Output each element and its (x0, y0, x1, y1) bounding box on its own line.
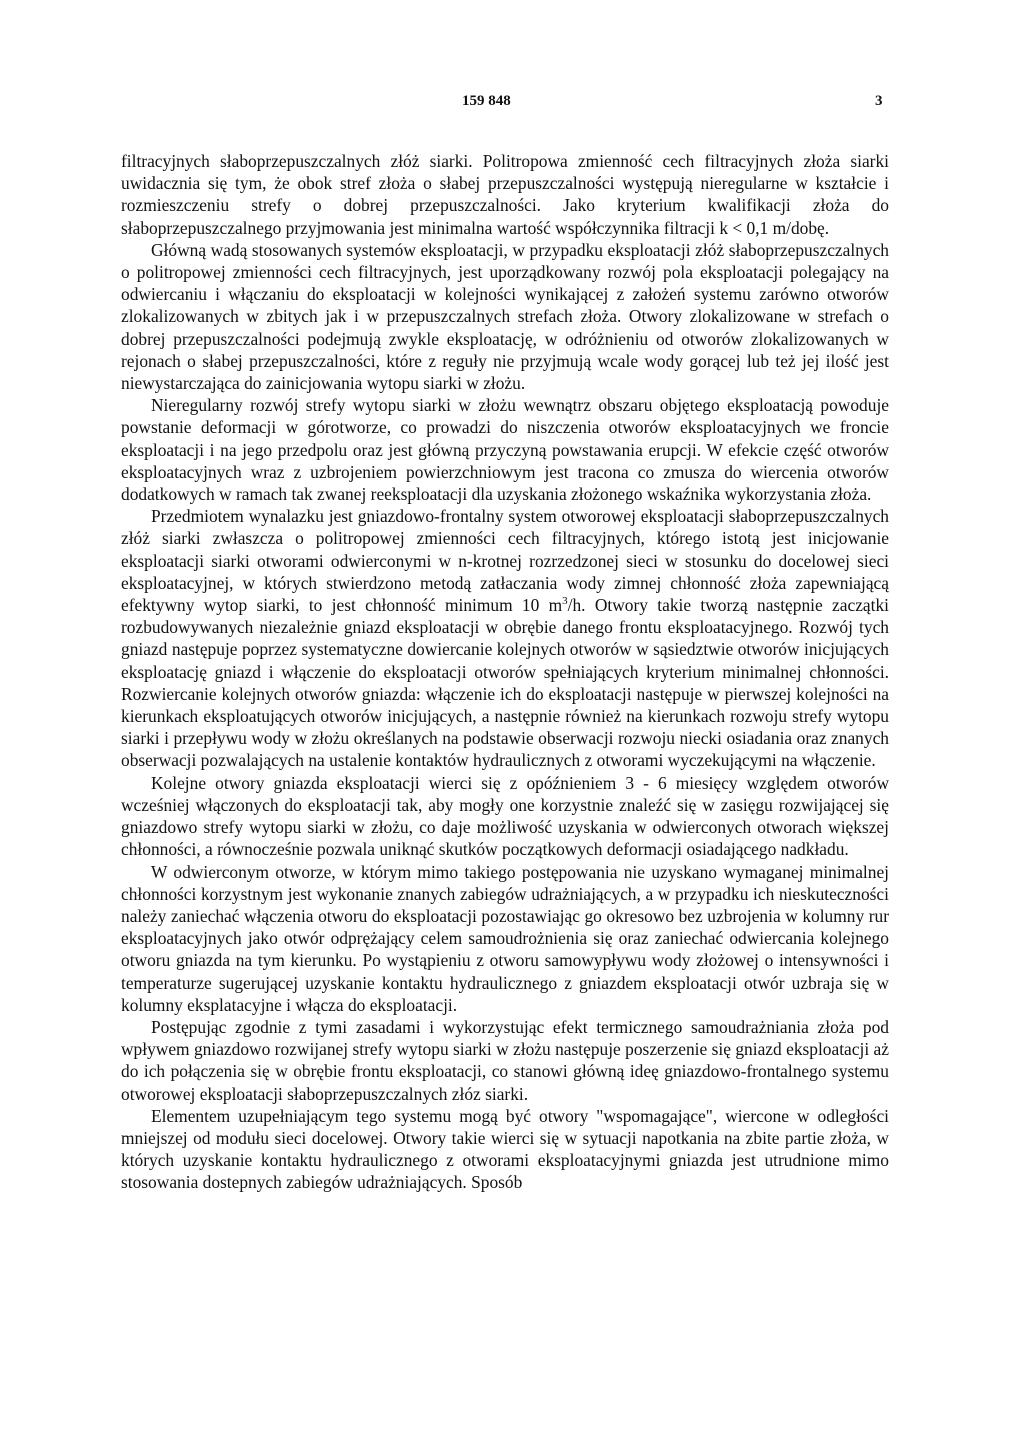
paragraph-2: Główną wadą stosowanych systemów eksploatacji, w przypadku eksploatacji złóż słaboprzepuszczalnych o politropowej zmienności cech filtracyjnych, jest uporządkowany rozwój pola eksploatacji polegający na odwiercaniu i włączaniu do eksploatacji w kolejności wynikającej z założeń systemu zarówno otworów zlokalizowanych w zbitych jak i w przepuszczalnych strefach złoża. Otwory zlokalizowane w strefach o dobrej przepuszczalności podejmują zwykle eksploatację, w odróżnieniu od otworów zlokalizowanych w rejonach o słabej przepuszczalności, które z reguły nie przyjmują wcale wody gorącej lub też jej ilość jest niewystarczająca do zainicjowania wytopu siarki w złożu. (121, 239, 889, 394)
page-header (0, 93, 1024, 117)
cubic-superscript: 3 (562, 595, 568, 608)
paragraph-8: Elementem uzupełniającym tego systemu mogą być otwory "wspomagające", wiercone w odległości mniejszej od modułu sieci docelowej. Otwory takie wierci się w sytuacji napotkania na zbite partie złoża, w których uzyskanie kontaktu hydraulicznego z otworami eksploatacyjnymi gniazda jest utrudnione mimo stosowania dostepnych zabiegów udrażniających. Sposób (121, 1105, 889, 1193)
paragraph-7: Postępując zgodnie z tymi zasadami i wykorzystując efekt termicznego samoudrażniania złoża pod wpływem gniazdowo rozwijanej strefy wytopu siarki w złożu następuje poszerzenie się gniazd eksploatacji aż do ich połączenia się w obrębie frontu eksploatacji, co stanowi główną ideę gniazdowo-frontalnego systemu otworowej eksploatacji słaboprzepuszczalnych złóz siarki. (121, 1016, 889, 1104)
paragraph-3: Nieregularny rozwój strefy wytopu siarki w złożu wewnątrz obszaru objętego eksploatacją powoduje powstanie deformacji w górotworze, co prowadzi do niszczenia otworów eksploatacyjnych we froncie eksploatacji i na jego przedpolu oraz jest główną przyczyną powstawania erupcji. W efekcie część otworów eksploatacyjnych wraz z uzbrojeniem powierzchniowym jest tracona co zmusza do wiercenia otworów dodatkowych w ramach tak zwanej reeksploatacji dla uzyskania złożonego wskaźnika wykorzystania złoża. (121, 395, 889, 505)
patent-number: 159 848 (462, 93, 511, 109)
paragraph-6: W odwierconym otworze, w którym mimo takiego postępowania nie uzyskano wymaganej minimalnej chłonności korzystnym jest wykonanie znanych zabiegów udrażniających, a w przypadku ich nieskuteczności należy zaniechać włączenia otworu do eksploatacji pozostawiając go okresowo bez uzbrojenia w kolumny rur eksploatacyjnych jako otwór odprężający celem samoudrożnienia się oraz zaniechać odwiercania kolejnego otworu gniazda na tym kierunku. Po wystąpieniu z otworu samowypływu wody złożowej o intensywności i temperaturze sugerującej uzyskanie kontaktu hydraulicznego z gniazdem eksploatacji otwór uzbraja się w kolumny eksplatacyjne i włącza do eksploatacji. (121, 861, 889, 1015)
paragraph-4-text-before: Przedmiotem wynalazku jest gniazdowo-frontalny system otworowej eksploatacji słaboprzepuszczalnych złóż siarki zwłaszcza o politropowej zmienności cech filtracyjnych, którego istotą jest inicjowanie eksploatacji siarki otworami odwierconymi w n-krotnej rozrzedzonej sieci w stosunku do docelowej sieci eksploatacyjnej, w których stwierdzono metodą zatłaczania wody zimnej chłonność złoża zapewniającą efektywny wytop siarki, to jest chłonność minimum 10 m (121, 506, 889, 616)
page-number: 3 (875, 93, 883, 109)
paragraph-1: filtracyjnych słaboprzepuszczalnych złóż siarki. Politropowa zmienność cech filtracyjnych złoża siarki uwidacznia się tym, że obok stref złoża o słabej przepuszczalności występują nieregularne w kształcie i rozmieszczeniu strefy o dobrej przepuszczalności. Jako kryterium kwalifikacji złoża do słaboprzepuszczalnego przyjmowania jest minimalna wartość współczynnika filtracji k < 0,1 m/dobę. (121, 151, 889, 238)
paragraph-4-text-after: /h. Otwory takie tworzą następnie zaczątki rozbudowywanych niezależnie gniazd eksploatacji w obrębie danego frontu eksploatacyjnego. Rozwój tych gniazd następuje poprzez systematyczne dowiercanie kolejnych otworów w sąsiedztwie otworów inicjujących eksploatację gniazd i włączenie do eksploatacji otworów spełniających kryterium minimalnej chłonności. Rozwiercanie kolejnych otworów gniazda: włączenie ich do eksploatacji następuje w pierwszej kolejności na kierunkach eksploatujących otworów inicjujących, a następnie również na kierunkach rozwoju strefy wytopu siarki i przepływu wody w złożu określanych na podstawie obserwacji rozwoju niecki osiadania oraz znanych obserwacji pozwalających na ustalenie kontaktów hydraulicznych z otworami wyczekującymi na włączenie. (121, 595, 889, 771)
paragraph-5: Kolejne otwory gniazda eksploatacji wierci się z opóźnieniem 3 - 6 miesięcy względem otworów wcześniej włączonych do eksploatacji tak, aby mogły one korzystnie znaleźć się w zasięgu rozwijającej się gniazdowo strefy wytopu siarki w złożu, co daje możliwość uzyskania w odwierconych otworach większej chłonności, a równocześnie pozwala uniknąć skutków początkowych deformacji osiadającego nadkładu. (121, 772, 889, 860)
body-text (121, 150, 889, 1194)
paragraph-4 (121, 505, 889, 771)
